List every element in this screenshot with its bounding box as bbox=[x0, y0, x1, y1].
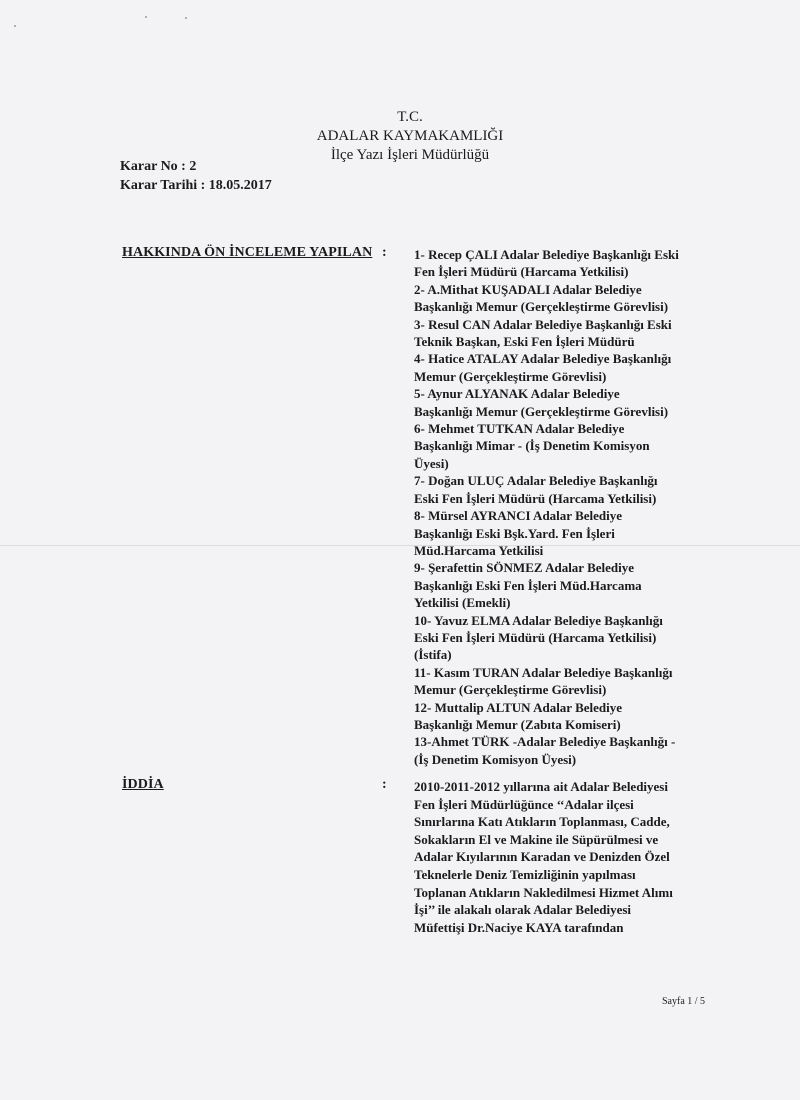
list-line: 8- Mürsel AYRANCI Adalar Belediye bbox=[414, 508, 622, 524]
list-line: Eski Fen İşleri Müdürü (Harcama Yetkilisi) bbox=[414, 490, 657, 506]
page-number: Sayfa 1 / 5 bbox=[662, 996, 706, 1007]
list-line: Başkanlığı Eski Bşk.Yard. Fen İşleri bbox=[414, 525, 615, 541]
list-line: Yetkilisi (Emekli) bbox=[414, 595, 511, 611]
allegation-paragraph bbox=[414, 778, 714, 936]
list-line: Başkanlığı Memur (Zabıta Komiseri) bbox=[414, 716, 621, 732]
paper-speck bbox=[14, 25, 16, 27]
list-line: 13-Ahmet TÜRK -Adalar Belediye Başkanlığı - bbox=[414, 734, 676, 750]
list-line: 2- A.Mithat KUŞADALI Adalar Belediye bbox=[414, 281, 642, 297]
list-line: Başkanlığı Mimar - (İş Denetim Komisyon bbox=[414, 438, 650, 454]
header-tc: T.C. bbox=[397, 109, 423, 125]
section-label-hakkinda: HAKKINDA ÖN İNCELEME YAPILAN bbox=[122, 245, 373, 260]
list-line: Üyesi) bbox=[414, 455, 449, 471]
list-line: Fen İşleri Müdürü (Harcama Yetkilisi) bbox=[414, 264, 629, 280]
list-line: Başkanlığı Memur (Gerçekleştirme Görevlisi) bbox=[414, 299, 669, 315]
list-line: 10- Yavuz ELMA Adalar Belediye Başkanlığı bbox=[414, 612, 663, 628]
list-line: Memur (Gerçekleştirme Görevlisi) bbox=[414, 368, 607, 384]
list-line: Müd.Harcama Yetkilisi bbox=[414, 542, 544, 558]
list-line: 7- Doğan ULUÇ Adalar Belediye Başkanlığı bbox=[414, 473, 658, 489]
paragraph-line: Fen İşleri Müdürlüğünce ‘‘Adalar ilçesi bbox=[414, 796, 634, 812]
paragraph-line: Toplanan Atıkların Nakledilmesi Hizmet Alımı bbox=[414, 884, 673, 900]
list-line: 5- Aynur ALYANAK Adalar Belediye bbox=[414, 386, 620, 402]
paragraph-line: 2010-2011-2012 yıllarına ait Adalar Belediyesi bbox=[414, 779, 668, 794]
list-line: Eski Fen İşleri Müdürü (Harcama Yetkilisi) bbox=[414, 629, 657, 645]
section-colon-hakkinda: : bbox=[382, 245, 387, 260]
paragraph-line: Sınırlarına Katı Atıkların Toplanması, Cadde, bbox=[414, 814, 670, 830]
paragraph-line: Teknelerle Deniz Temizliğinin yapılması bbox=[414, 866, 636, 882]
karar-no: Karar No : 2 bbox=[120, 159, 197, 174]
list-line: 6- Mehmet TUTKAN Adalar Belediye bbox=[414, 421, 625, 437]
header-mudurluk: İlçe Yazı İşleri Müdürlüğü bbox=[330, 147, 490, 163]
paragraph-line: Adalar Kıyılarının Karadan ve Denizden Özel bbox=[414, 849, 670, 865]
defendant-list bbox=[414, 246, 714, 768]
section-colon-iddia: : bbox=[382, 777, 387, 792]
list-line: 9- Şerafettin SÖNMEZ Adalar Belediye bbox=[414, 560, 635, 576]
paragraph-line: Sokakların El ve Makine ile Süpürülmesi ve bbox=[414, 831, 659, 847]
list-line: Teknik Başkan, Eski Fen İşleri Müdürü bbox=[414, 334, 635, 350]
list-line: 11- Kasım TURAN Adalar Belediye Başkanlığı bbox=[414, 664, 673, 680]
list-line: 1- Recep ÇALI Adalar Belediye Başkanlığı Eski bbox=[414, 247, 679, 262]
paragraph-line: Müfettişi Dr.Naciye KAYA tarafından bbox=[414, 919, 624, 935]
decision-meta bbox=[120, 157, 272, 195]
header-kaymakamlik: ADALAR KAYMAKAMLIĞI bbox=[316, 128, 504, 144]
list-line: Memur (Gerçekleştirme Görevlisi) bbox=[414, 682, 607, 698]
list-line: 3- Resul CAN Adalar Belediye Başkanlığı Eski bbox=[414, 316, 672, 332]
paper-speck bbox=[145, 16, 147, 18]
list-line: 4- Hatice ATALAY Adalar Belediye Başkanlığı bbox=[414, 351, 672, 367]
list-line: (İstifa) bbox=[414, 647, 452, 663]
list-line: 12- Muttalip ALTUN Adalar Belediye bbox=[414, 699, 623, 715]
section-label-iddia: İDDİA bbox=[122, 777, 164, 792]
paper-speck bbox=[185, 17, 187, 19]
karar-tarihi: Karar Tarihi : 18.05.2017 bbox=[120, 178, 272, 193]
paragraph-line: İşi’’ ile alakalı olarak Adalar Belediyesi bbox=[414, 902, 632, 918]
list-line: Başkanlığı Memur (Gerçekleştirme Görevlisi) bbox=[414, 403, 669, 419]
list-line: Başkanlığı Eski Fen İşleri Müd.Harcama bbox=[414, 577, 642, 593]
list-line: (İş Denetim Komisyon Üyesi) bbox=[414, 751, 577, 767]
